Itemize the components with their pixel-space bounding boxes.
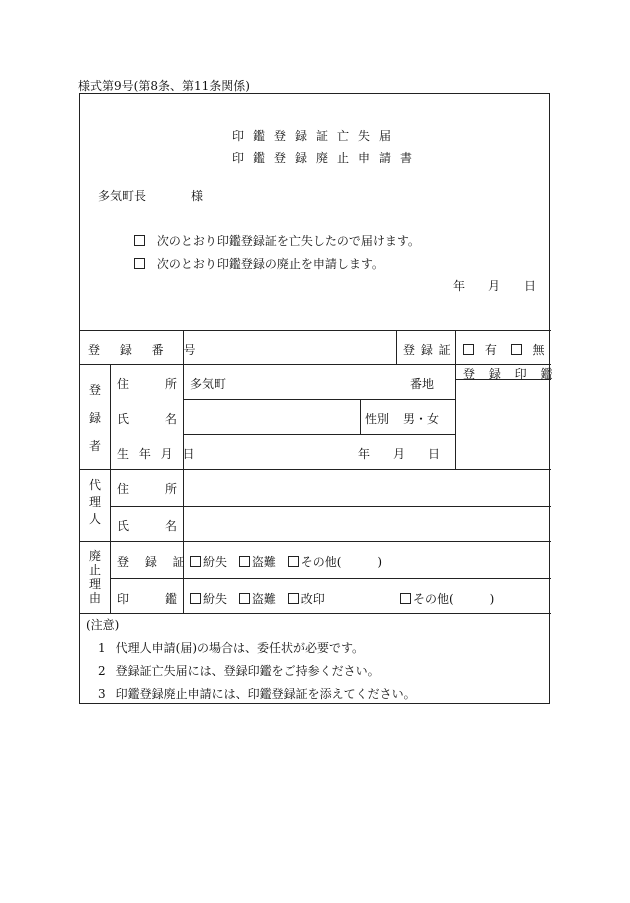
reg-card-label: 登 録 証 [403,343,452,357]
seal-reason-change-checkbox[interactable] [288,593,299,604]
seal-reason-options[interactable]: 紛失 盗難 改印 [190,590,325,607]
name-field[interactable] [184,400,359,434]
option-lost-text: 次のとおり印鑑登録証を亡失したので届けます。 [156,234,420,248]
seal-reason-label-char2: 鑑 [165,592,178,606]
form-title-line1: 印鑑登録証亡失届 [232,129,401,143]
col-divider [396,330,397,364]
note-item: 1 代理人申請(届)の場合は、委任状が必要です。 [98,641,365,655]
form-frame [79,93,558,704]
col-divider [360,399,361,434]
row-divider [110,578,551,579]
agent-name-label-char2: 名 [165,519,178,533]
address-label-char2: 所 [165,377,178,391]
name-label-char1: 氏 [117,412,130,426]
agent-name-field[interactable] [184,507,550,541]
reg-card-yes-label: 有 [484,343,497,357]
seal-reason-other-checkbox[interactable] [400,593,411,604]
seal-reason-label-char1: 印 [117,592,130,606]
reg-card-options[interactable] [463,341,545,358]
seal-reason-other[interactable]: その他( ) [400,590,494,607]
agent-address-field[interactable] [184,470,550,506]
card-reason-label: 登 録 証 [117,555,191,569]
address-label-char1: 住 [117,377,130,391]
reg-card-no-label: 無 [532,343,545,357]
reg-number-field[interactable] [184,331,395,364]
card-reason-lost-checkbox[interactable] [190,556,201,567]
form-number-label: 様式第9号(第8条、第11条関係) [78,79,250,93]
seal-reason-lost-checkbox[interactable] [190,593,201,604]
row-divider [80,541,551,542]
reg-card-no-checkbox[interactable] [511,344,522,355]
row-divider [183,434,455,435]
birth-day-label: 日 [428,447,441,461]
reg-number-label: 登 録 番 号 [88,343,204,357]
option-lost-checkbox[interactable] [134,235,145,246]
reg-card-yes-checkbox[interactable] [463,344,474,355]
note-item: 2 登録証亡失届には、登録印鑑をご持参ください。 [98,664,380,678]
card-reason-other-checkbox[interactable] [288,556,299,567]
registered-seal-area [456,380,550,469]
date-day-label: 日 [524,279,537,293]
row-divider [80,613,551,614]
note-item: 3 印鑑登録廃止申請には、印鑑登録証を添えてください。 [98,687,416,701]
option-lost[interactable] [134,232,420,249]
birth-year-label: 年 [358,447,371,461]
agent-name-label-char1: 氏 [117,519,130,533]
reason-label: 廃 止 理 由 [88,549,101,605]
address-suffix: 番地 [410,377,435,391]
date-year-label: 年 [453,279,466,293]
card-reason-stolen-checkbox[interactable] [239,556,250,567]
agent-label: 代 理 人 [88,478,101,526]
birth-month-label: 月 [393,447,406,461]
name-label-char2: 名 [165,412,178,426]
addressee-name: 多気町長 [98,189,147,203]
registrant-label: 登 録 者 [88,383,101,453]
gender-label: 性別 [365,412,390,426]
seal-reason-stolen-checkbox[interactable] [239,593,250,604]
birthdate-label: 生 年 月 日 [117,447,198,461]
address-value[interactable]: 多気町 [190,377,227,391]
col-divider [110,364,111,613]
addressee-honorific: 様 [191,189,204,203]
option-abolish[interactable] [134,255,384,272]
notes-heading: (注意) [86,618,120,632]
registered-seal-label: 登 録 印 鑑 [463,367,558,381]
card-reason-options[interactable]: 紛失 盗難 その他( ) [190,553,382,570]
agent-address-label-char2: 所 [165,482,178,496]
form-title-line2: 印鑑登録廃止申請書 [232,151,422,165]
option-abolish-checkbox[interactable] [134,258,145,269]
gender-value[interactable]: 男・女 [403,412,440,426]
agent-address-label-char1: 住 [117,482,130,496]
option-abolish-text: 次のとおり印鑑登録の廃止を申請します。 [156,257,384,271]
date-month-label: 月 [488,279,501,293]
